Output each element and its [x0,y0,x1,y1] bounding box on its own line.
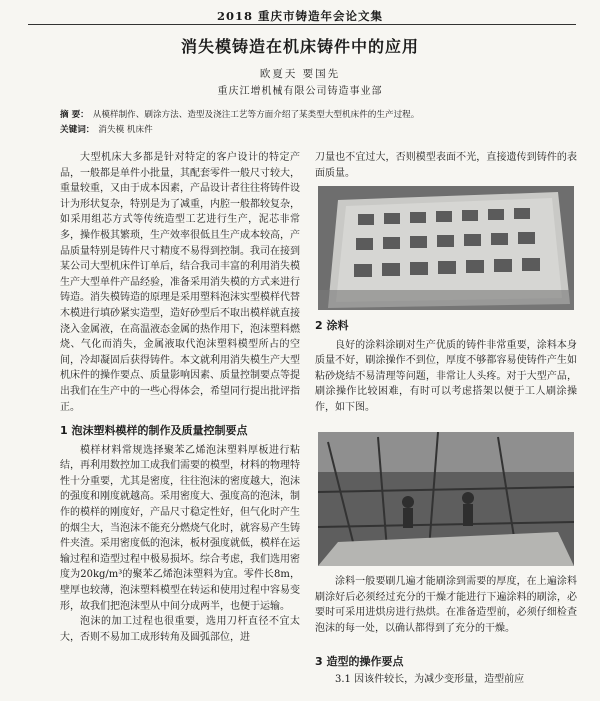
abstract-text: 从模样制作、刷涂方法、造型及浇注工艺等方面介绍了某类型大型机床件的生产过程。 [92,110,420,120]
header-rule [28,24,576,25]
section-1-paragraph-1: 模样材料常规选择聚苯乙烯泡沫塑料厚板进行粘结，再利用数控加工成我们需要的模型，材料的物理特性十分重要，尤其是密度，往往泡沫的密度越大，泡沫的强度和刚度就越高。采用密度大、强度高的泡沫，制作的模样的刚度好，产品尺寸稳定性好，但气化时产生的烟尘大，当泡沫不能充分燃烧气化时，就容易产生铸件夹渣。采用密度低的泡沫，板材强度就低，模样在运输过程和造型过程中极易损坏。综合考虑，我们选用密度为20kg/m³的聚苯乙烯泡沫塑料为宜。零件长8m，壁厚也较薄，泡沫塑料模型在转运和使用过程中容易变形，故我们把泡沫型从中间分成两半，也便于运输。 [60,444,300,612]
foam-pattern-graphic [318,186,574,310]
affiliation: 重庆江增机械有限公司铸造事业部 [217,86,383,97]
section-1-heading: 1 泡沫塑料模样的制作及质量控制要点 [60,424,248,438]
right-column-section-3 [315,654,577,687]
keywords-text: 消失模 机床件 [98,125,153,135]
coating-workshop-graphic [318,432,574,566]
intro-paragraph: 大型机床大多都是针对特定的客户设计的特定产品，一般都是单件小批量，其配套零件一般尺寸较大，重量较重，又由于成本因素，产品设计者往往将铸件设计为形状复杂，特别是为了减重，内腔一般都较复杂，如采用组芯方式等传统造型工艺进行生产，泥芯非常多，操作极其繁琐，生产效率很低且生产成本较高，产品质量特别是铸件尺寸精度不易得到控制。我司在接到某公司大型机床件订单后，结合我司丰富的利用消失模生产大型单件产品经验，准备采用消失模的方式来进行铸造。消失模铸造的原理是采用塑料泡沫实型模样代替木模进行填砂紧实造型，造好砂型后不取出模样就直接浇入金属液，在高温液态金属的热作用下，泡沫塑料燃烧、气化而消失，金属液取代泡沫塑料模型所占的空间，冷却凝固后获得铸件。本文就利用消失模生产大型机床件的操作要点、质量影响因素、质量控制要点等提出我们在生产中的一些心得体会，希望同行提出批评指正。 [60,152,300,413]
section-1-paragraph-2: 泡沫的加工过程也很重要，选用刀杆直径不宜太大，否则不易加工成形转角及圆弧部位，进 [60,616,300,643]
coating-workshop-photo [318,432,574,566]
keywords-label: 关键词： [60,125,95,135]
running-header: 2018 重庆市铸造年会论文集 [216,9,383,23]
left-column [60,150,300,645]
coating-drying-text: 涂料一般要刷几遍才能刷涂到需要的厚度，在上遍涂料刷涂好后必须经过充分的干燥才能进行下遍涂料的刷涂，必要时可采用进烘房进行热烘。在准备造型前，必须仔细检查泡沫的每一处，以确认都得到了充分的干燥。 [315,576,577,634]
coating-drying-paragraph [315,574,577,636]
section-2-paragraph: 良好的涂料涂刷对生产优质的铸件非常重要，涂料本身质量不好，刷涂操作不到位，厚度不够都容易使铸件产生如粘砂烧结不易清理等问题，非常让人头疼。对于大型产品，刷涂操作比较困难，有时可以考虑搭架以便于工人刷涂操作，如下图。 [315,339,577,413]
paper-title: 消失模铸造在机床铸件中的应用 [180,37,419,56]
section-3-paragraph: 3.1 因该件较长，为减少变形量，造型前应 [335,673,525,685]
authors: 欧夏天 要国先 [259,68,341,80]
right-column-top [315,150,577,181]
right-top-text: 刀量也不宜过大，否则模型表面不光，直接遗传到铸件的表面质量。 [315,152,577,179]
right-column-section-2 [315,318,577,416]
section-3-heading: 3 造型的操作要点 [315,655,404,668]
keywords [60,124,580,136]
section-2-heading: 2 涂料 [315,319,349,332]
abstract-label: 摘 要： [60,110,89,120]
abstract [60,109,580,121]
foam-pattern-photo [318,186,574,310]
